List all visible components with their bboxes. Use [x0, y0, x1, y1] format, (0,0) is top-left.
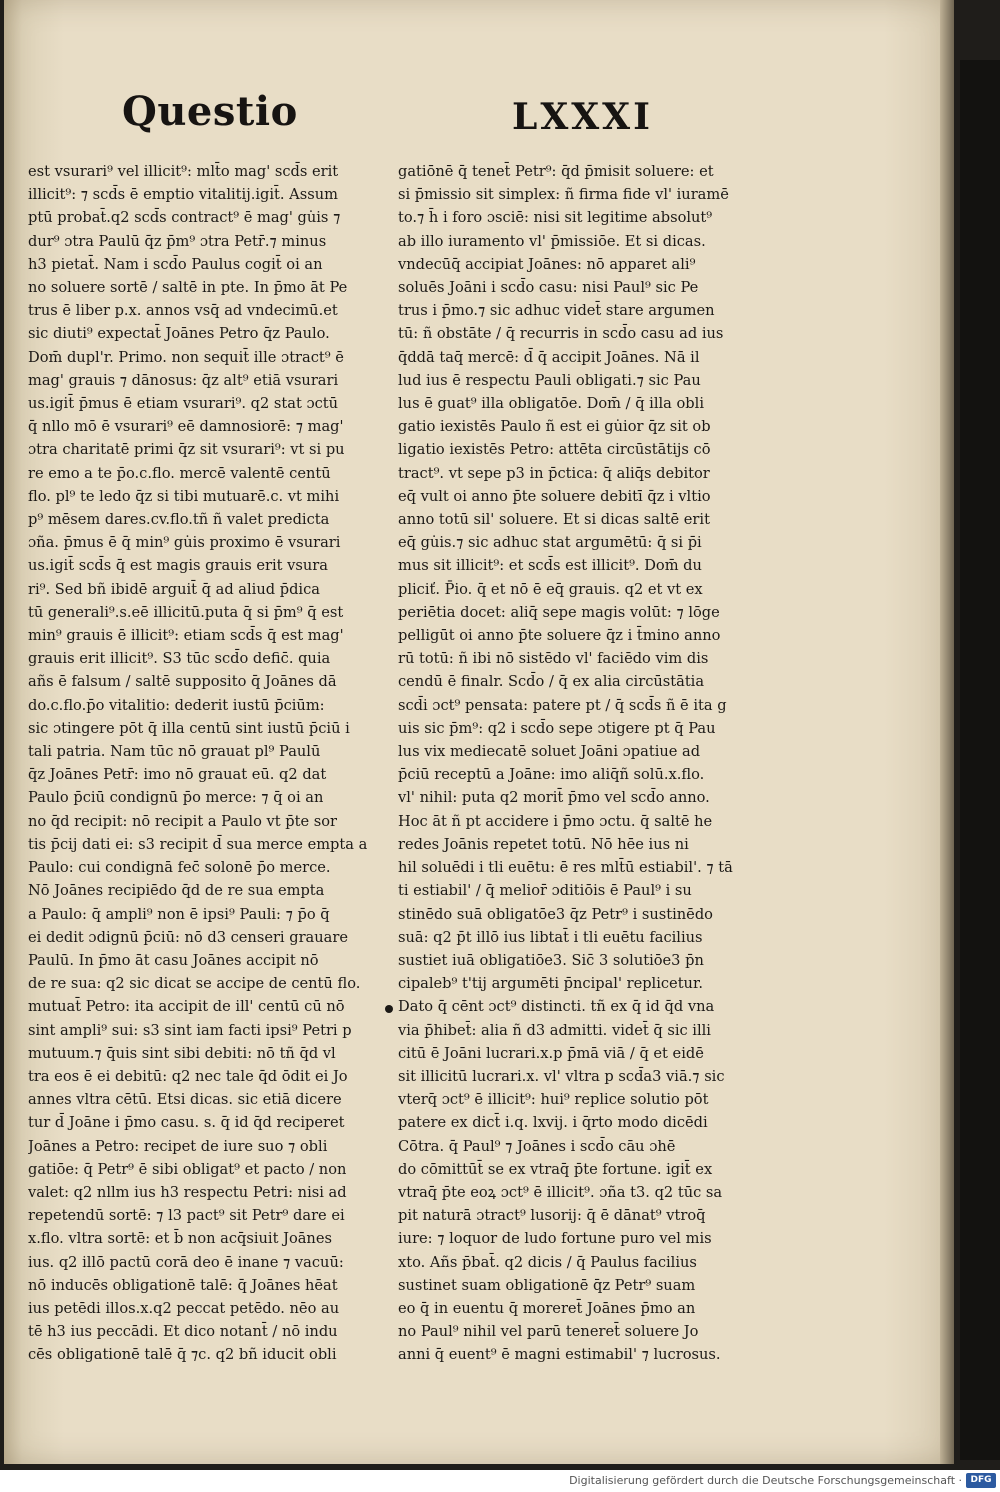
scan-margin: [960, 60, 1000, 1460]
text-line: pit naturā ɔtract⁹ lusorij: q̄ ē dānat⁹ vtroq̄: [398, 1207, 706, 1225]
text-line: via p̄hibet̄: alia ñ d3 admitti. videt̄ q̄ sic illi: [398, 1021, 711, 1039]
text-line: añs ē falsum / saltē supposito q̄ Joānes dā: [28, 673, 337, 691]
text-line: do cōmittūt̄ se ex vtraq̄ p̄te fortune. igit̄ ex: [398, 1160, 713, 1178]
text-line: trus i p̄mo.⁊ sic adhuc videt̄ stare argumen: [398, 302, 715, 320]
text-line: repetendū sortē: ⁊ l3 pact⁹ sit Petr⁹ dare ei: [28, 1207, 345, 1225]
text-line: lud ius ē respectu Pauli obligati.⁊ sic Pau: [398, 371, 701, 389]
text-line: nō inducēs obligationē talē: q̄ Joānes hēat: [28, 1276, 338, 1294]
text-line: q̄ddā taq̄ mercē: d̄ q̄ accipit Joānes. Nā il: [398, 348, 700, 366]
page-edge: [940, 0, 954, 1464]
text-line: lus ē guat⁹ illa obligatōe. Dom̄ / q̄ illa obli: [398, 395, 704, 413]
text-line: ius petēdi illos.x.q2 peccat petēdo. nēo au: [28, 1299, 340, 1317]
text-line: tra eos ē ei debitū: q2 nec tale q̄d ōdit ei Jo: [28, 1067, 348, 1085]
text-line: trus ē liber p.x. annos vsq̄ ad vndecimū.et: [28, 302, 338, 320]
text-line: pliciť. P̄io. q̄ et nō ē eq̄ grauis. q2 et vt ex: [398, 580, 703, 598]
text-line: mus sit illicit⁹: et scd̄s est illicit⁹. Dom̄ du: [398, 557, 702, 575]
text-line: mutuum.⁊ q̄uis sint sibi debiti: nō tñ q̄d vl: [28, 1044, 336, 1062]
footer-bar: [0, 1470, 1000, 1492]
text-line: no Paul⁹ nihil vel parū teneret̄ soluere Jo: [398, 1323, 699, 1341]
text-line: suā: q2 p̄t illō ius libtat̄ i tli euētu facilius: [398, 928, 703, 946]
text-line: Nō Joānes recipiēdo q̄d de re sua empta: [28, 882, 325, 900]
text-line: ab illo iuramento vl' p̄missiōe. Et si dicas.: [398, 232, 706, 250]
text-line: ɔña. p̄mus ē q̄ min⁹ gu̇is proximo ē vsurari: [28, 534, 341, 552]
text-line: a Paulo: q̄ ampli⁹ non ē ipsi⁹ Pauli: ⁊ p̄o q̄: [28, 905, 330, 923]
text-line: do.c.flo.p̄o vitalitio: dederit iustū p̄ciūm:: [28, 696, 325, 714]
text-line: sic ɔtingere pōt q̄ illa centū sint iustū p̄ciū i: [28, 719, 350, 737]
text-line: scd̄i ɔct⁹ pensata: patere pt / q̄ scd̄s ñ ē ita g: [398, 696, 727, 714]
text-line: vterq̄ ɔct⁹ ē illicit⁹: hui⁹ replice solutio pōt: [398, 1091, 709, 1109]
text-line: cipaleb⁹ t'tij argumēti p̄ncipal' replicetur.: [398, 975, 703, 993]
text-line: mutuat̄ Petro: ita accipit de ill' centū cū nō: [28, 998, 345, 1016]
text-line: anno totū sil' soluere. Et si dicas saltē erit: [398, 511, 710, 529]
text-line: x.flo. vltra sortē: et b̄ non acq̄siuit Joānes: [28, 1230, 332, 1248]
text-line: eq̄ vult oi anno p̄te soluere debitī q̄z i vltio: [398, 487, 711, 505]
text-column-right: [398, 160, 746, 1367]
text-line: Dato q̄ cēnt ɔct⁹ distincti. tñ ex q̄ id q̄d vna: [398, 998, 715, 1016]
text-line: redes Joānis repetet totū. Nō hēe ius ni: [398, 835, 689, 853]
text-line: gatiōnē q̄ tenet̄ Petr⁹: q̄d p̄misit soluere: et: [398, 163, 714, 180]
text-line: annes vltra cētū. Etsi dicas. sic etiā dicere: [28, 1091, 342, 1109]
text-line: est vsurari⁹ vel illicit⁹: mlt̄o mag' scd̄s erit: [28, 163, 339, 180]
text-line: p⁹ mēsem dares.cv.flo.tñ ñ valet predicta: [28, 511, 330, 529]
text-line: tali patria. Nam tūc nō grauat pl⁹ Paulū: [28, 743, 321, 761]
text-line: us.igit̄ p̄mus ē etiam vsurari⁹. q2 stat ɔctū: [28, 395, 339, 413]
text-line: patere ex dict̄ i.q. lxvij. i q̄rto modo dicēdi: [398, 1114, 708, 1132]
text-line: ɔtra charitatē primi q̄z sit vsurari⁹: vt si pu: [28, 441, 345, 459]
running-head-right: LXXXI: [512, 96, 653, 138]
text-line: us.igit̄ scd̄s q̄ est magis grauis erit vsura: [28, 557, 328, 575]
text-line: valet: q2 nllm ius h3 respectu Petri: nisi ad: [28, 1183, 347, 1201]
text-line: Paulo: cui condignā fec̄ solonē p̄o merce.: [28, 859, 331, 877]
text-line: ri⁹. Sed bñ ibidē arguit̄ q̄ ad aliud p̄dica: [28, 580, 320, 598]
text-line: Hoc āt ñ pt accidere i p̄mo ɔctu. q̄ saltē he: [398, 812, 713, 830]
text-line: Dom̄ dupl'r. Primo. non sequit̄ ille ɔtract⁹ ē: [28, 348, 344, 366]
text-line: vl' nihil: puta q2 morit̄ p̄mo vel scd̄o anno.: [398, 789, 710, 807]
text-line: rū totū: ñ ibi nō sistēdo vl' faciēdo vim dis: [398, 650, 709, 668]
text-line: citū ē Joāni lucrari.x.p p̄mā viā / q̄ et eidē: [398, 1044, 704, 1062]
text-line: dur⁹ ɔtra Paulū q̄z p̄m⁹ ɔtra Petr̄.⁊ minus: [28, 232, 327, 250]
text-line: cēs obligationē talē q̄ ⁊c. q2 bñ iducit obli: [28, 1346, 337, 1364]
text-line: tū: ñ obstāte / q̄ recurris in scd̄o casu ad ius: [398, 325, 724, 343]
text-line: tur d̄ Joāne i p̄mo casu. s. q̄ id q̄d reciperet: [28, 1114, 345, 1132]
text-line: soluēs Joāni i scd̄o casu: nisi Paul⁹ sic Pe: [398, 279, 699, 297]
text-line: ius. q2 illō pactū corā deo ē inane ⁊ vacuū:: [28, 1253, 344, 1271]
text-line: periētia docet: aliq̄ sepe magis volūt: ⁊ lōge: [398, 603, 720, 621]
text-line: Paulo p̄ciū condignū p̄o merce: ⁊ q̄ oi an: [28, 789, 324, 807]
text-line: tū generali⁹.s.eē illicitū.puta q̄ si p̄m⁹ q̄ est: [28, 603, 344, 621]
text-line: illicit⁹: ⁊ scd̄s ē emptio vitalitij.igit̄. Assum: [28, 186, 338, 204]
text-line: de re sua: q2 sic dicat se accipe de centū flo.: [28, 975, 361, 993]
text-line: flo. pl⁹ te ledo q̄z si tibi mutuarē.c. vt mihi: [28, 487, 340, 505]
text-line: sint ampli⁹ sui: s3 sint iam facti ipsi⁹ Petri p: [28, 1021, 352, 1039]
text-line: Cōtra. q̄ Paul⁹ ⁊ Joānes i scd̄o cāu ɔhē: [398, 1137, 676, 1155]
text-line: h3 pietat̄. Nam i scd̄o Paulus cogit̄ oi an: [28, 255, 323, 273]
text-line: xto. Añs p̄bat̄. q2 dicis / q̄ Paulus facilius: [398, 1253, 697, 1271]
paragraph-marker: [385, 1005, 393, 1013]
text-line: lus vix mediecatē soluet Joāni ɔpatiue ad: [398, 743, 701, 761]
text-line: re emo a te p̄o.c.flo. mercē valentē centū: [28, 464, 331, 482]
text-line: eq̄ gu̇is.⁊ sic adhuc stat argumētū: q̄ si p̄i: [398, 534, 702, 552]
text-line: Paulū. In p̄mo āt casu Joānes accipit nō: [28, 951, 319, 969]
text-line: no soluere sortē / saltē in pte. In p̄mo āt Pe: [28, 279, 348, 297]
text-line: ei dedit ɔdignū p̄ciū: nō d3 censeri grauare: [28, 928, 348, 946]
text-line: si p̄missio sit simplex: ñ firma fide vl' iuramē: [398, 186, 729, 204]
text-line: gatio iexistēs Paulo ñ est ei gu̇ior q̄z sit ob: [398, 418, 711, 436]
text-line: q̄ nllo mō ē vsurari⁹ eē damnosiorē: ⁊ mag': [28, 418, 344, 436]
dfg-logo-icon: DFG: [966, 1473, 996, 1488]
text-line: pelligūt oi anno p̄te soluere q̄z i t̄mino anno: [398, 627, 721, 645]
text-line: grauis erit illicit⁹. S3 tūc scd̄o defic̄. quia: [28, 650, 331, 668]
text-line: ti estiabil' / q̄ melior̄ ɔditiōis ē Paul⁹ i su: [398, 882, 692, 900]
text-line: eo q̄ in euentu q̄ moreret̄ Joānes p̄mo an: [398, 1299, 696, 1317]
book-page: [4, 0, 952, 1464]
text-line: tis p̄cij dati ei: s3 recipit d̄ sua merce empta a: [28, 835, 368, 853]
text-line: iure: ⁊ loquor de ludo fortune puro vel mis: [398, 1230, 712, 1248]
text-line: vtraq̄ p̄te eoꝝ ɔct⁹ ē illicit⁹. ɔña t3. q2 tūc sa: [398, 1183, 723, 1201]
text-column-left: [28, 160, 376, 1367]
text-line: min⁹ grauis ē illicit⁹: etiam scd̄s q̄ est mag': [28, 627, 344, 645]
text-line: mag' grauis ⁊ dānosus: q̄z alt⁹ etiā vsurari: [28, 371, 339, 389]
running-head-left: Questio: [122, 88, 298, 135]
text-line: sustinet suam obligationē q̄z Petr⁹ suam: [398, 1276, 696, 1294]
text-line: tē h3 ius peccādi. Et dico notant̄ / nō indu: [28, 1323, 338, 1341]
text-line: ligatio iexistēs Petro: attēta circūstātijs cō: [398, 441, 711, 459]
text-line: cendū ē finalr. Scd̄o / q̄ ex alia circūstātia: [398, 673, 705, 691]
text-line: gatiōe: q̄ Petr⁹ ē sibi obligat⁹ et pacto / non: [28, 1160, 347, 1178]
text-line: no q̄d recipit: nō recipit a Paulo vt p̄te sor: [28, 812, 337, 830]
text-line: stinēdo suā obligatōe3 q̄z Petr⁹ i sustinēdo: [398, 905, 713, 923]
text-line: Joānes a Petro: recipet de iure suo ⁊ obli: [28, 1137, 328, 1155]
text-line: anni q̄ euent⁹ ē magni estimabil' ⁊ lucrosus.: [398, 1346, 721, 1364]
text-line: tract⁹. vt sepe p3 in p̄ctica: q̄ aliq̄s debitor: [398, 464, 710, 482]
text-line: sit illicitū lucrari.x. vl' vltra p scd̄a3 viā.⁊ sic: [398, 1067, 725, 1085]
text-line: sic diuti⁹ expectat̄ Joānes Petro q̄z Paulo.: [28, 325, 330, 343]
text-line: hil soluēdi i tli euētu: ē res mlt̄ū estiabil'. ⁊ tā: [398, 859, 733, 877]
text-line: ptū probat̄.q2 scd̄s contract⁹ ē mag' gu̇is ⁊: [28, 209, 341, 227]
text-line: uis sic p̄m⁹: q2 i scd̄o sepe ɔtigere pt q̄ Pau: [398, 719, 716, 737]
text-line: p̄ciū receptū a Joāne: imo aliq̄ñ solū.x.flo.: [398, 766, 705, 784]
text-line: sustiet iuā obligatiōe3. Sic̄ 3 solutiōe3 p̄n: [398, 951, 704, 969]
text-line: vndecūq̄ accipiat Joānes: nō apparet ali⁹: [398, 255, 696, 273]
funding-credit: Digitalisierung gefördert durch die Deutsche Forschungsgemeinschaft ·: [569, 1474, 962, 1487]
text-line: q̄z Joānes Petr̄: imo nō grauat eū. q2 dat: [28, 766, 327, 784]
text-line: to.⁊ h̄ i foro ɔsciē: nisi sit legitime absolut⁹: [398, 209, 713, 227]
